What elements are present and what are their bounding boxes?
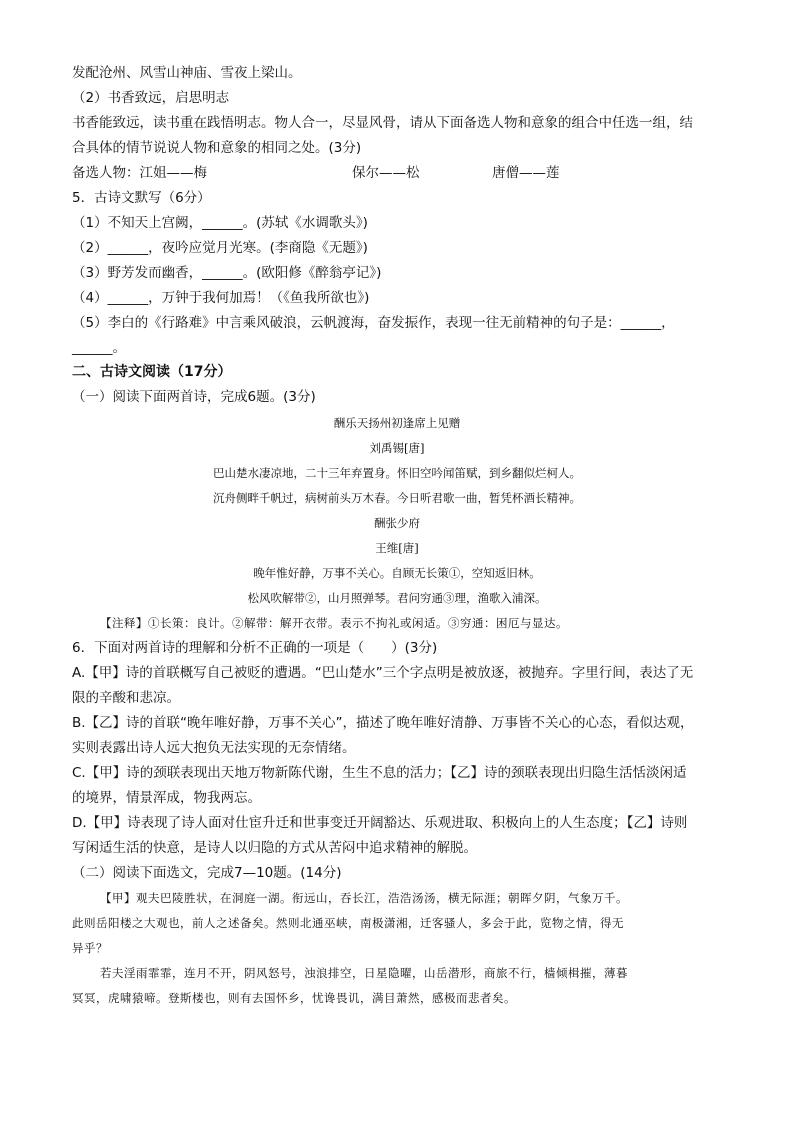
text-line: （2）______，夜吟应觉月光寒。(李商隐《无题》) [72,240,368,256]
poem-line: 松风吹解带②，山月照弹琴。君问穷通③理，渔歌入浦深。 [247,591,547,605]
option-d: D.【甲】诗表现了诗人面对仕宦升迁和世事变迁开阔豁达、乐观进取、积极向上的人生态度；【乙】诗则 [72,815,688,831]
text-line: （2）书香致远，启思明志 [72,90,230,106]
text-line: （二）阅读下面选文，完成7—10题。(14分) [72,865,342,881]
text-line: 的境界，情景浑成，物我两忘。 [72,790,261,806]
passage-line: 若夫淫雨霏霏，连月不开，阴风怒号，浊浪排空，日星隐曜，山岳潜形，商旅不行，樯倾楫摧，薄暮 [100,966,628,980]
text-line: 发配沧州、风雪山神庙、雪夜上梁山。 [72,65,302,81]
poem-author: 刘禹锡[唐] [369,441,425,455]
text-line: （5）李白的《行路难》中言乘风破浪，云帆渡海，奋发振作，表现一往无前精神的句子是：______， [72,315,675,331]
candidate-3: 唐僧——莲 [492,165,560,181]
poem-title: 酬乐天扬州初逢席上见赠 [333,416,461,430]
poem-line: 沉舟侧畔千帆过，病树前头万木春。今日听君歌一曲，暂凭杯酒长精神。 [213,491,581,505]
option-b: B.【乙】诗的首联“晚年唯好静，万事不关心”，描述了晚年唯好清静、万事皆不关心的心态，看似达观， [72,715,694,731]
text-line: （1）不知天上宫阙，______。(苏轼《水调歌头》) [72,215,368,231]
text-line: 合具体的情节说说人物和意象的相同之处。(3分) [72,140,362,156]
text-line: ______。 [72,340,126,356]
option-c: C.【甲】诗的颈联表现出天地万物新陈代谢，生生不息的活力；【乙】诗的颈联表现出归隐生活恬淡闲适 [72,765,687,781]
poem-title: 酬张少府 [374,516,420,530]
poem-line: 晚年惟好静，万事不关心。自顾无长策①，空知返旧林。 [253,566,541,580]
poem-author: 王维[唐] [375,541,419,555]
text-line: 限的辛酸和悲凉。 [72,690,180,706]
candidate-1: 备选人物：江姐——梅 [72,165,207,181]
passage-line: 【甲】观夫巴陵胜状，在洞庭一湖。衔远山，吞长江，浩浩汤汤，横无际涯；朝晖夕阴，气象万千。 [100,891,628,905]
text-line: （4）______，万钟于我何加焉！（《鱼我所欲也》) [72,290,370,306]
candidate-2: 保尔——松 [352,165,420,181]
passage-line: 此则岳阳楼之大观也，前人之述备矣。然则北通巫峡，南极潇湘，迁客骚人，多会于此，览物之情，得无 [72,916,624,930]
question-heading: 5．古诗文默写（6分） [72,190,211,206]
text-line: （一）阅读下面两首诗，完成6题。(3分) [72,389,316,405]
passage-line: 异乎？ [72,941,108,955]
text-line: 实则表露出诗人远大抱负无法实现的无奈情绪。 [72,740,356,756]
question-line: 6．下面对两首诗的理解和分析不正确的一项是（ ）(3分) [72,640,438,656]
text-line: 书香能致远，读书重在践悟明志。物人合一，尽显风骨，请从下面备选人物和意象的组合中任选一组，结 [72,115,693,131]
passage-line: 冥冥，虎啸猿啼。登斯楼也，则有去国怀乡，忧谗畏讥，满目萧然，感极而悲者矣。 [72,991,516,1005]
section-heading: 二、古诗文阅读（17分） [72,364,232,380]
annotation-note: 【注释】①长策：良计。②解带：解开衣带。表示不拘礼或闲适。③穷通：困厄与显达。 [100,616,568,630]
option-a: A.【甲】诗的首联概写自己被贬的遭遇。“巴山楚水”三个字点明是被放逐，被抛弃。字里行间，表达了无 [72,665,694,681]
text-line: （3）野芳发而幽香，______。(欧阳修《醉翁亭记》) [72,265,382,281]
poem-line: 巴山楚水凄凉地，二十三年弃置身。怀旧空吟闻笛赋，到乡翻似烂柯人。 [213,466,581,480]
text-line: 写闲适生活的快意，是诗人以归隐的方式从苦闷中追求精神的解脱。 [72,840,477,856]
